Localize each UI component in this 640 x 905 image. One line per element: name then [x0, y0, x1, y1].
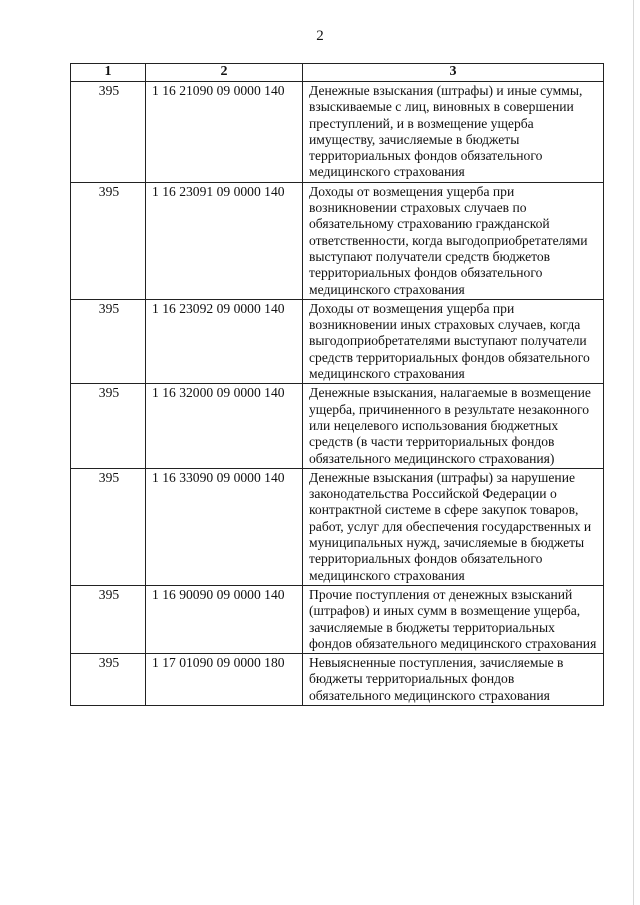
chapter-code-cell: 395 — [71, 654, 146, 706]
revenue-name-cell: Прочие поступления от денежных взысканий (штрафов) и иных сумм в возмещение ущерба, зачисляемые в бюджеты территориальных фондов обязательного медицинского страхования — [303, 585, 604, 653]
page-number: 2 — [316, 28, 324, 44]
table-row — [71, 468, 604, 585]
table-header-row — [71, 64, 604, 82]
chapter-code-cell: 395 — [71, 384, 146, 468]
table-row — [71, 654, 604, 706]
revenue-code-cell: 1 16 21090 09 0000 140 — [146, 82, 303, 183]
chapter-code-cell: 395 — [71, 182, 146, 299]
scan-edge-line — [633, 0, 634, 905]
revenue-code-cell: 1 16 32000 09 0000 140 — [146, 384, 303, 468]
revenue-codes-table — [70, 63, 604, 706]
table-row — [71, 299, 604, 383]
chapter-code-cell: 395 — [71, 585, 146, 653]
table-row — [71, 384, 604, 468]
revenue-code-cell: 1 16 90090 09 0000 140 — [146, 585, 303, 653]
revenue-name-cell: Доходы от возмещения ущерба при возникновении иных страховых случаев, когда выгодоприобретателями выступают получатели средств территориальных фондов обязательного медицинского страхования — [303, 299, 604, 383]
table-row — [71, 182, 604, 299]
revenue-name-cell: Невыясненные поступления, зачисляемые в бюджеты территориальных фондов обязательного медицинского страхования — [303, 654, 604, 706]
revenue-name-cell: Денежные взыскания (штрафы) за нарушение законодательства Российской Федерации о контрактной системе в сфере закупок товаров, работ, услуг для обеспечения государственных и муниципальных нужд, зачисляемые в бюджеты территориальных фондов обязательного медицинского страхования — [303, 468, 604, 585]
revenue-name-cell: Денежные взыскания (штрафы) и иные суммы, взыскиваемые с лиц, виновных в совершении преступлений, и в возмещение ущерба имуществу, зачисляемые в бюджеты территориальных фондов обязательного медицинского страхования — [303, 82, 604, 183]
table-row — [71, 82, 604, 183]
revenue-code-cell: 1 16 33090 09 0000 140 — [146, 468, 303, 585]
table-row — [71, 585, 604, 653]
revenue-code-cell: 1 17 01090 09 0000 180 — [146, 654, 303, 706]
column-header-1: 1 — [71, 64, 146, 82]
revenue-name-cell: Денежные взыскания, налагаемые в возмещение ущерба, причиненного в результате незаконного или нецелевого использования бюджетных средств (в части территориальных фондов обязательного медицинского страхования) — [303, 384, 604, 468]
revenue-code-cell: 1 16 23092 09 0000 140 — [146, 299, 303, 383]
chapter-code-cell: 395 — [71, 468, 146, 585]
column-header-2: 2 — [146, 64, 303, 82]
revenue-name-cell: Доходы от возмещения ущерба при возникновении страховых случаев по обязательному страхованию гражданской ответственности, когда выгодоприобретателями выступают получатели средств бюджетов территориальных фондов обязательного медицинского страхования — [303, 182, 604, 299]
chapter-code-cell: 395 — [71, 82, 146, 183]
revenue-code-cell: 1 16 23091 09 0000 140 — [146, 182, 303, 299]
column-header-3: 3 — [303, 64, 604, 82]
chapter-code-cell: 395 — [71, 299, 146, 383]
